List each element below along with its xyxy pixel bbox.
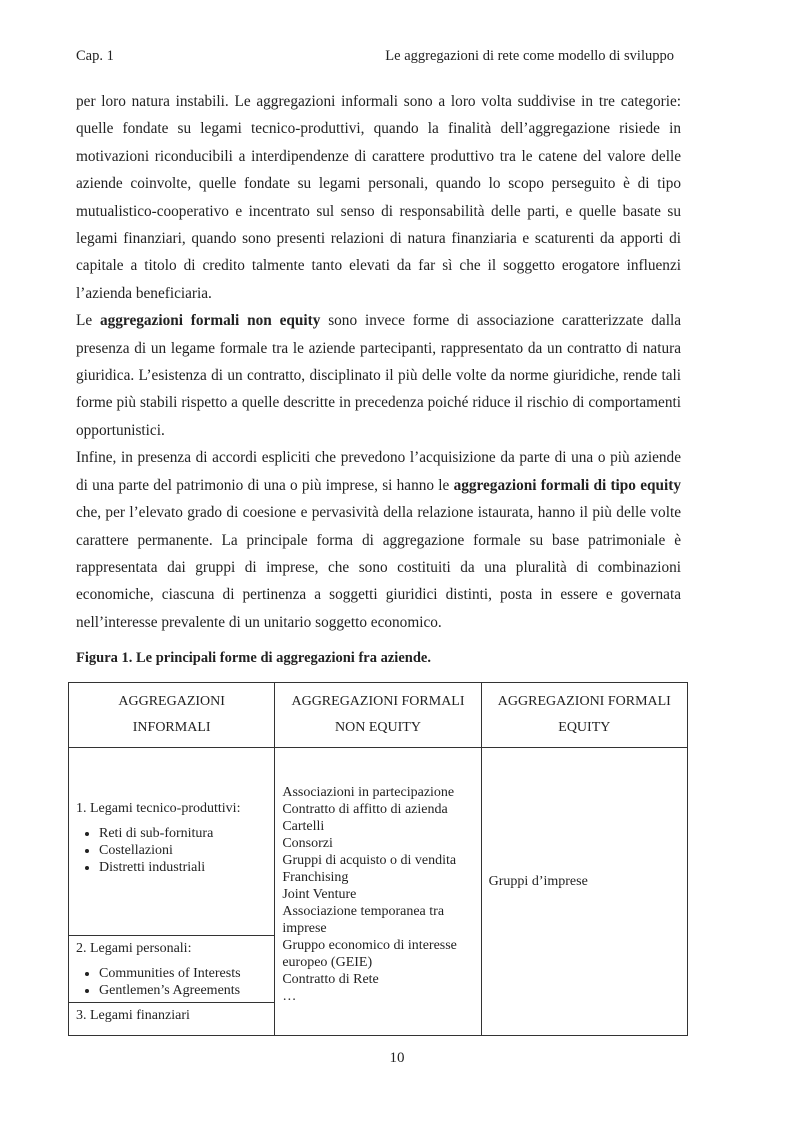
- body-text: [76, 88, 681, 636]
- running-title: Le aggregazioni di rete come modello di sviluppo: [385, 48, 674, 64]
- header-informali: [69, 683, 275, 748]
- list-item: Cartelli: [282, 819, 325, 834]
- list-item: Joint Venture: [282, 887, 357, 902]
- list-item: • Reti di sub-fornitura: [99, 825, 274, 842]
- page-number: 10: [389, 1050, 405, 1066]
- header-line: NON EQUITY: [335, 720, 421, 735]
- paragraph-3-start: Infine, in presenza di accordi espliciti che prevedono l’acquisizione da parte di una o più aziende di una parte del patrimonio di una o più imprese, si hanno le: [76, 449, 681, 494]
- figure-caption: Figura 1. Le principali forme di aggregazioni fra aziende.: [76, 650, 431, 666]
- table-header-row: [69, 683, 688, 748]
- equity-cell: [481, 748, 687, 1036]
- list-item: Gruppo economico di interesse europeo (GEIE): [282, 938, 457, 970]
- paragraph-3-end: che, per l’elevato grado di coesione e pervasività della relazione istaurata, hanno il più delle volte carattere permanente. La principale forma di aggregazione formale su base patrimoniale è rappresentata dai gruppi di imprese, che sono costituiti da una pluralità di combinazioni economiche, ciascuna di pertinenza a soggetti giuridici distinti, posta in essere e governata nell’interesse prevalente di un unitario soggetto economico.: [76, 504, 681, 631]
- list-item: Associazioni in partecipazione: [282, 785, 455, 800]
- header-equity: [481, 683, 687, 748]
- list-item: Contratto di affitto di azienda: [282, 802, 448, 817]
- paragraph-3: [76, 444, 681, 636]
- list-item: • Distretti industriali: [99, 859, 274, 876]
- informali-section-3: [69, 1003, 275, 1036]
- paragraph-1: per loro natura instabili. Le aggregazioni informali sono a loro volta suddivise in tre categorie: quelle fondate su legami tecnico-produttivi, quando la finalità dell’aggregazione risiede in motivazioni riconducibili a interdipendenze di carattere produttivo tra le catene del valore delle aziende coinvolte, quelle fondate su legami personali, quando lo scopo perseguito è di tipo mutualistico-cooperativo e incentrato sul senso di responsabilità delle parti, e quelle basate su legami finanziari, quando sono presenti relazioni di natura finanziaria e scaturenti da apporti di capitale a titolo di credito talmente tanto elevati da far sì che il soggetto erogatore influenzi l’azienda beneficiaria.: [76, 93, 681, 302]
- equity-item: Gruppi d’imprese: [488, 874, 588, 889]
- chapter-label: Cap. 1: [76, 48, 114, 64]
- table-row: [69, 748, 688, 936]
- section-title: 2. Legami personali:: [76, 941, 192, 956]
- paragraph-3-bold: aggregazioni formali di tipo equity: [453, 476, 681, 494]
- header-line: EQUITY: [558, 720, 611, 735]
- paragraph-2-end: sono invece forme di associazione caratterizzate dalla presenza di un legame formale tra le aziende partecipanti, rappresentato da un contratto di natura giuridica. L’esistenza di un contratto, disciplinato il più delle volte da norme giuridiche, rende tali forme più stabili rispetto a quelle descritte in precedenza poiché riduce il rischio di comportamenti opportunistici.: [76, 312, 681, 439]
- non-equity-list: [275, 748, 481, 1036]
- header-line: AGGREGAZIONI: [118, 694, 225, 709]
- list-item: …: [282, 989, 297, 1004]
- header-line: INFORMALI: [132, 720, 211, 735]
- list-item: Consorzi: [282, 836, 333, 851]
- list-item: Franchising: [282, 870, 349, 885]
- page-header: [76, 48, 674, 65]
- paragraph-2-bold: aggregazioni formali non equity: [99, 312, 321, 330]
- section-title: 1. Legami tecnico-produttivi:: [76, 801, 241, 816]
- header-line: AGGREGAZIONI FORMALI: [497, 694, 671, 709]
- informali-section-2: [69, 936, 275, 1003]
- list-item: Contratto di Rete: [282, 972, 379, 987]
- header-non-equity: [275, 683, 481, 748]
- paragraph-2: [76, 307, 681, 444]
- bullet-list: [69, 965, 274, 999]
- list-item: Gruppi di acquisto o di vendita: [282, 853, 457, 868]
- bullet-list: [69, 825, 274, 876]
- list-item: • Costellazioni: [99, 842, 274, 859]
- header-line: AGGREGAZIONI FORMALI: [291, 694, 465, 709]
- list-item: • Communities of Interests: [99, 965, 274, 982]
- list-item: Associazione temporanea tra imprese: [282, 904, 445, 936]
- paragraph-2-start: Le: [76, 312, 100, 330]
- section-title: 3. Legami finanziari: [76, 1008, 190, 1023]
- list-item: • Gentlemen’s Agreements: [99, 982, 274, 999]
- informali-section-1: [69, 748, 275, 936]
- aggregation-table: [68, 682, 688, 1036]
